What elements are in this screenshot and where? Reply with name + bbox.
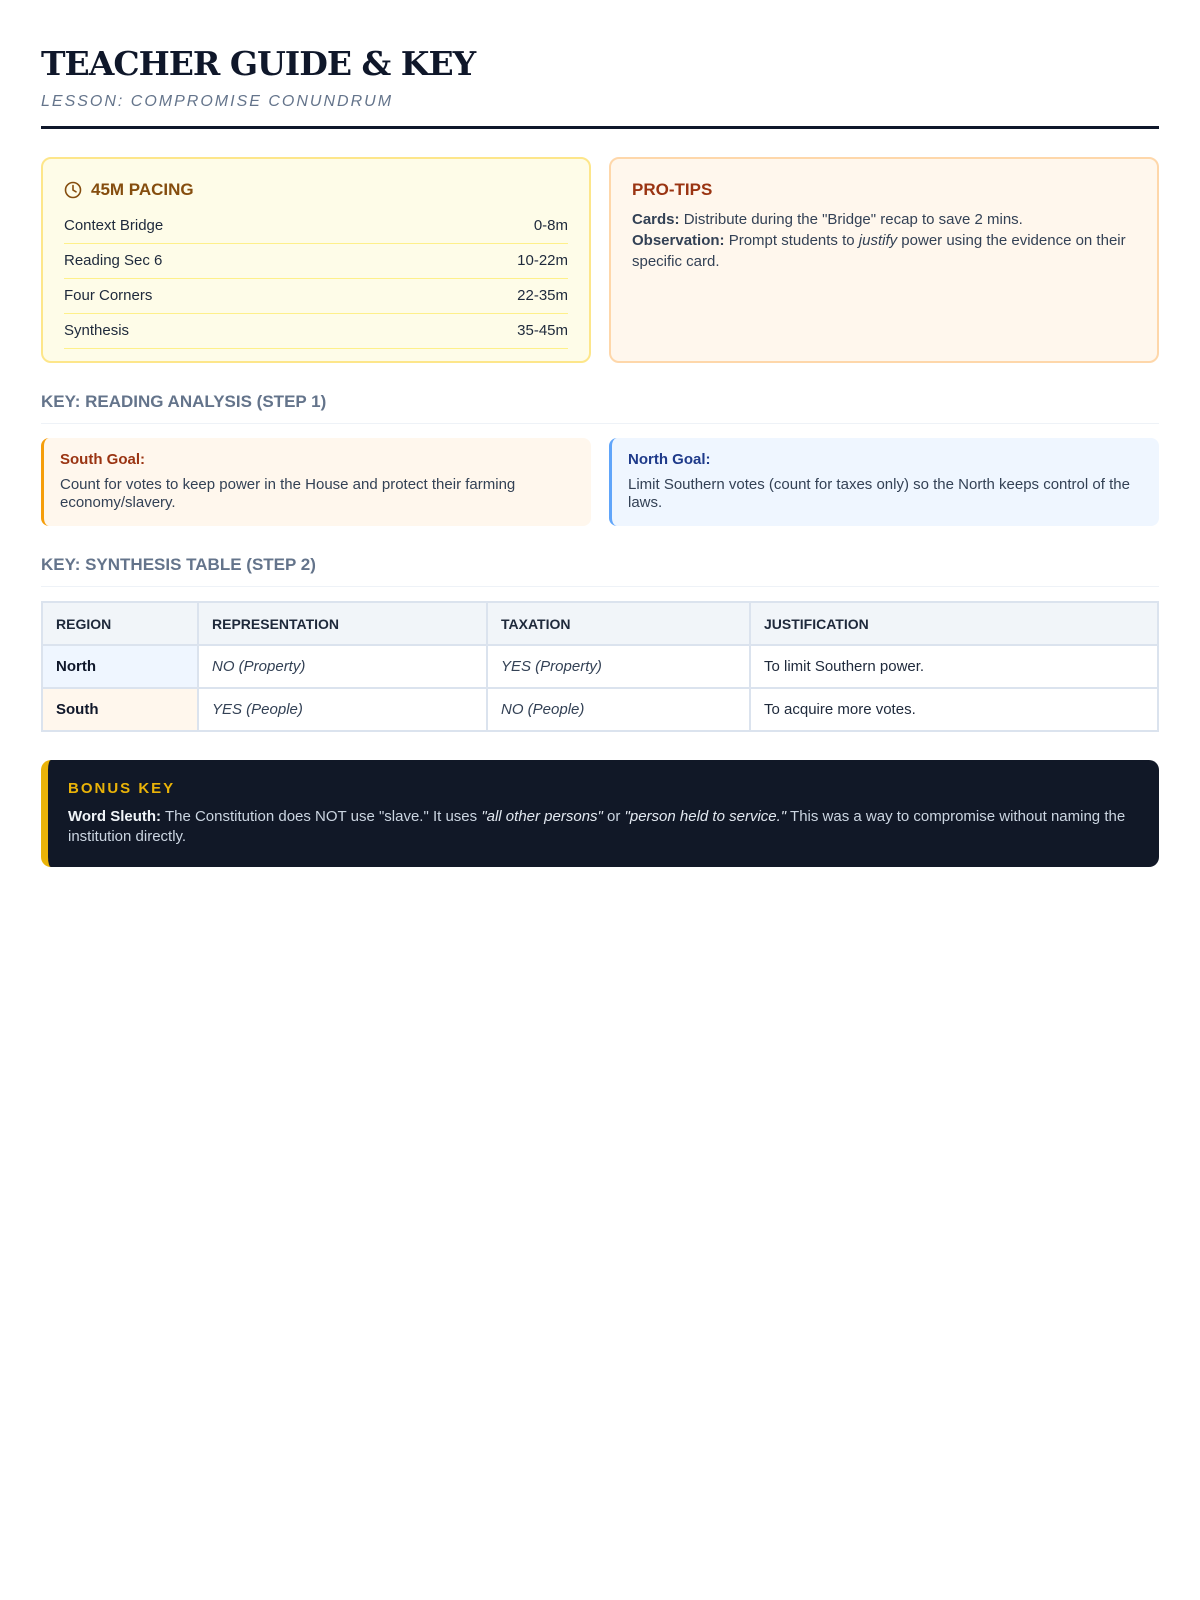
pacing-row xyxy=(64,244,568,279)
south-goal-label: South Goal: xyxy=(60,451,145,468)
pacing-heading-label: 45M PACING xyxy=(91,180,194,199)
tip-cards-label: Cards: xyxy=(632,211,680,228)
synthesis-table xyxy=(41,601,1159,732)
table-row xyxy=(42,645,1158,688)
pacing-row xyxy=(64,209,568,244)
pacing-step-time: 10-22m xyxy=(517,252,568,269)
table-row xyxy=(42,688,1158,731)
bonus-key-text xyxy=(68,807,1139,847)
synthesis-table-title: KEY: SYNTHESIS TABLE (STEP 2) xyxy=(41,554,1159,587)
south-goal-text: Count for votes to keep power in the House and protect their farming economy/slavery. xyxy=(60,476,516,511)
pacing-list xyxy=(64,209,568,349)
bonus-text-pre: The Constitution does NOT use "slave." It uses xyxy=(164,808,478,825)
goals-row xyxy=(41,438,1159,526)
top-cards-row xyxy=(41,157,1159,363)
pacing-step-label: Synthesis xyxy=(64,322,130,339)
column-header-region: REGION xyxy=(42,602,198,645)
lesson-subtitle: LESSON: COMPROMISE CONUNDRUM xyxy=(41,93,394,110)
tip-observation-pre: Prompt students to xyxy=(728,232,855,249)
tip-observation-emphasis: justify xyxy=(858,232,898,249)
bonus-text-mid: or xyxy=(607,808,621,825)
pacing-row xyxy=(64,279,568,314)
pro-tips-card xyxy=(609,157,1159,363)
bonus-quote-2: "person held to service." xyxy=(624,808,787,825)
reading-analysis-title: KEY: READING ANALYSIS (STEP 1) xyxy=(41,391,1159,424)
north-goal-card xyxy=(609,438,1159,526)
pacing-heading xyxy=(64,179,568,201)
pacing-step-label: Context Bridge xyxy=(64,217,164,234)
bonus-key-box xyxy=(41,760,1159,867)
bonus-quote-1: "all other persons" xyxy=(481,808,603,825)
north-goal-label: North Goal: xyxy=(628,451,711,468)
pacing-row xyxy=(64,314,568,349)
tip-observation xyxy=(632,230,1136,272)
column-header-representation: REPRESENTATION xyxy=(198,602,487,645)
representation-cell: YES (People) xyxy=(198,688,487,731)
pacing-card xyxy=(41,157,591,363)
tip-cards-text: Distribute during the "Bridge" recap to save 2 mins. xyxy=(683,211,1023,228)
representation-cell: NO (Property) xyxy=(198,645,487,688)
pacing-step-time: 35-45m xyxy=(517,322,568,339)
pacing-step-label: Four Corners xyxy=(64,287,153,304)
justification-cell: To acquire more votes. xyxy=(750,688,1158,731)
bonus-key-title: BONUS KEY xyxy=(68,780,176,797)
region-cell: North xyxy=(42,645,198,688)
pacing-step-time: 22-35m xyxy=(517,287,568,304)
column-header-taxation: TAXATION xyxy=(487,602,750,645)
tip-observation-post: power using the evidence on their specific card. xyxy=(632,232,1126,270)
table-header-row xyxy=(42,602,1158,645)
tip-observation-label: Observation: xyxy=(632,232,725,249)
south-goal-card xyxy=(41,438,591,526)
justification-cell: To limit Southern power. xyxy=(750,645,1158,688)
pacing-step-label: Reading Sec 6 xyxy=(64,252,163,269)
taxation-cell: NO (People) xyxy=(487,688,750,731)
column-header-justification: JUSTIFICATION xyxy=(750,602,1158,645)
pro-tips-body xyxy=(632,209,1136,272)
page-header xyxy=(41,44,1159,129)
page-title: TEACHER GUIDE & KEY xyxy=(41,44,476,83)
tip-cards xyxy=(632,209,1136,230)
pro-tips-heading: PRO-TIPS xyxy=(632,180,713,199)
bonus-text-post: This was a way to compromise without naming the institution directly. xyxy=(68,808,1126,845)
clock-icon xyxy=(64,181,82,199)
pacing-step-time: 0-8m xyxy=(533,217,568,234)
bonus-key-label: Word Sleuth: xyxy=(68,808,162,825)
region-cell: South xyxy=(42,688,198,731)
taxation-cell: YES (Property) xyxy=(487,645,750,688)
north-goal-text: Limit Southern votes (count for taxes only) so the North keeps control of the laws. xyxy=(628,476,1130,511)
